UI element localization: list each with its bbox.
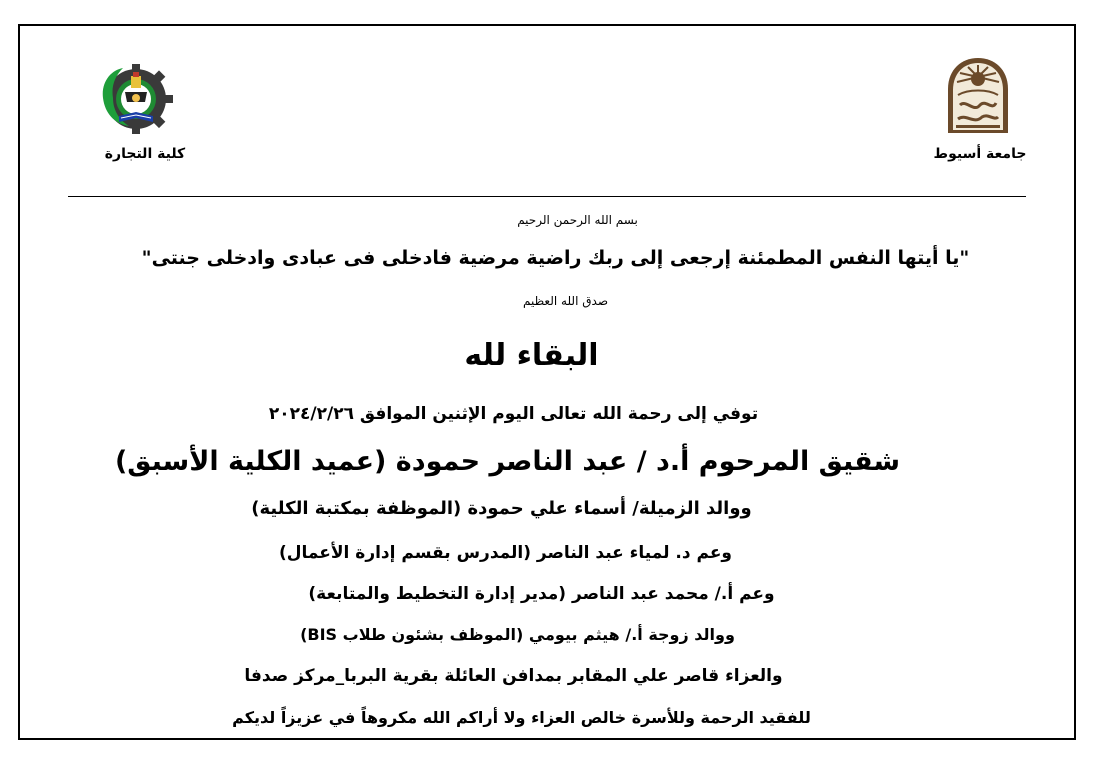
basmala: بسم الله الرحمن الرحيم	[517, 213, 638, 227]
father-relation-line: ووالد الزميلة/ أسماء علي حمودة (الموظفة بمكتبة الكلية)	[251, 498, 752, 519]
assiut-university-seal	[944, 55, 1012, 135]
brother-relation-line: شقيق المرحوم أ.د / عبد الناصر حمودة (عميد الكلية الأسبق)	[114, 446, 901, 477]
condolence-title: البقاء لله	[464, 338, 599, 373]
condolence-location-line: والعزاء قاصر علي المقابر بمدافن العائلة بقرية البربا_مركز صدفا	[244, 666, 783, 686]
university-caption: جامعة أسيوط	[933, 146, 1027, 162]
header-divider	[68, 196, 1026, 197]
closing-prayer-line: للفقيد الرحمة وللأسرة خالص العزاء ولا أراكم الله مكروهاً في عزيزاً لديكم	[232, 708, 811, 727]
quran-verse: "يا أيتها النفس المطمئنة إرجعى إلى ربك راضية مرضية فادخلى فى عبادى وادخلى جنتى"	[141, 247, 970, 269]
uncle-relation-line-2: وعم أ./ محمد عبد الناصر (مدير إدارة التخطيط والمتابعة)	[308, 584, 775, 604]
uncle-relation-line-1: وعم د. لمياء عبد الناصر (المدرس بقسم إدارة الأعمال)	[278, 543, 733, 563]
faculty-caption: كلية التجارة	[104, 146, 186, 162]
faculty-of-commerce-logo	[95, 58, 177, 136]
sadaq-allah: صدق الله العظيم	[522, 294, 609, 308]
death-announcement-line: توفي إلى رحمة الله تعالى اليوم الإثنين الموافق ٢٠٢٤/٢/٢٦	[268, 404, 759, 424]
father-in-law-relation-line: ووالد زوجة أ./ هيثم بيومي (الموظف بشئون طلاب BIS)	[300, 625, 735, 644]
